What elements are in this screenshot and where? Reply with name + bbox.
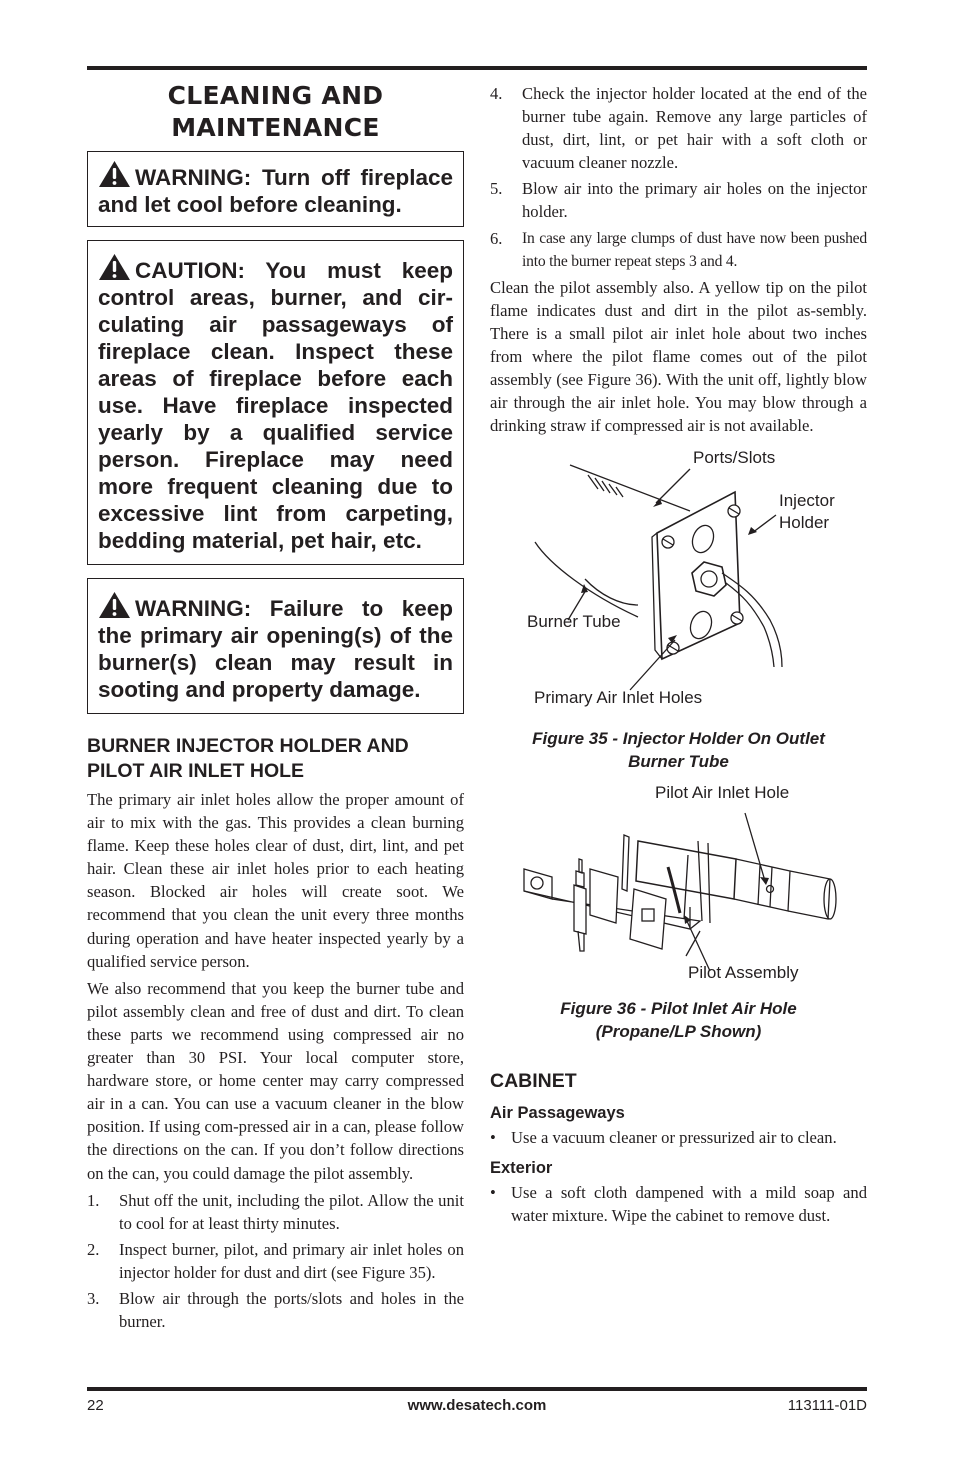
step-item xyxy=(490,82,867,174)
list-item xyxy=(490,1126,867,1149)
exterior-list xyxy=(490,1181,867,1227)
figure-36-caption-line-1: Figure 36 - Pilot Inlet Air Hole xyxy=(560,999,797,1019)
step-number: 3. xyxy=(87,1288,100,1308)
warning-triangle-icon xyxy=(98,253,131,281)
step-text: Inspect burner, pilot, and primary air inlet holes on injector holder for dust and dirt (see Figure 35). xyxy=(119,1239,464,1282)
label-injector-holder-line-1: Injector xyxy=(779,491,835,511)
step-number: 1. xyxy=(87,1190,100,1210)
caution-box xyxy=(87,240,464,565)
cabinet-heading: CABINET xyxy=(490,1070,577,1093)
footer-document-number: 113111-01D xyxy=(787,1397,867,1414)
steps-list-part1 xyxy=(87,1189,464,1334)
label-primary-air-inlet-holes: Primary Air Inlet Holes xyxy=(534,688,703,708)
page-title-line-2: MAINTENANCE xyxy=(171,113,380,142)
step-text: Blow air through the ports/slots and holes in the burner. xyxy=(119,1288,464,1332)
warning-triangle-icon xyxy=(98,591,131,619)
label-pilot-air-inlet-hole: Pilot Air Inlet Hole xyxy=(655,783,790,803)
figure-35-caption xyxy=(490,727,867,773)
step-item xyxy=(87,1189,464,1235)
page-number: 22 xyxy=(87,1397,104,1414)
air-passageways-heading: Air Passageways xyxy=(490,1104,625,1123)
paragraph-primary-air: The primary air inlet holes allow the proper amount of air to mix with the gas. This provides a clean burning flame. Keep these holes clear of dust, dirt, lint, and pet hair. Clean these air inlet holes prior to each heating season. Blocked air holes will create soot. We recommend that you clean the unit every three months during operation and have heater inspected yearly by a qualified service person. xyxy=(87,790,464,971)
label-burner-tube: Burner Tube xyxy=(527,612,621,632)
page-title xyxy=(87,80,464,144)
list-item xyxy=(490,1181,867,1227)
pilot-assembly-illustration xyxy=(490,781,867,991)
page-title-line-1: CLEANING AND xyxy=(167,81,384,110)
top-rule xyxy=(87,66,867,70)
bottom-rule xyxy=(87,1387,867,1391)
footer-website: www.desatech.com xyxy=(407,1397,547,1414)
left-column xyxy=(87,78,464,1336)
step-number: 5. xyxy=(490,179,503,199)
paragraph-pilot-assembly: Clean the pilot assembly also. A yellow tip on the pilot flame indicates dust and dirt in the pilot as-sembly. There is a small pilot air inlet hole about two inches from where the pilot flame comes out of the pilot assembly (see Figure 36). With the unit off, lightly blow air through the air inlet hole. You may blow through a drinking straw if compressed air is not available. xyxy=(490,277,867,436)
exterior-heading: Exterior xyxy=(490,1158,553,1177)
caution-text: CAUTION: You must keep control areas, burner, and cir-culating air passageways of fireplace clean. Inspect these areas of fireplace before each use. Have fireplace inspected yearly by a qualified service person. Fireplace may need more frequent cleaning due to excessive lint from carpeting, bedding material, pet hair, etc. xyxy=(98,258,453,553)
warning-sooting-text: WARNING: Failure to keep the primary air opening(s) of the burner(s) clean may result in sooting and property damage. xyxy=(98,596,453,702)
figure-35-caption-line-2: Burner Tube xyxy=(628,752,729,772)
step-text: In case any large clumps of dust have now been pushed into the burner repeat steps 3 and 4. xyxy=(522,229,867,270)
right-column xyxy=(490,82,867,1235)
figure-36-caption xyxy=(490,997,867,1043)
step-item xyxy=(490,227,867,273)
list-item-text: Use a soft cloth dampened with a mild soap and water mixture. Wipe the cabinet to remove dust. xyxy=(511,1182,867,1225)
steps-list-part2 xyxy=(490,82,867,273)
warning-box-sooting xyxy=(87,578,464,714)
step-item xyxy=(87,1287,464,1333)
step-text: Blow air into the primary air holes on the injector holder. xyxy=(522,179,867,222)
step-item xyxy=(87,1238,464,1284)
warning-triangle-icon xyxy=(98,160,131,188)
list-item-text: Use a vacuum cleaner or pressurized air to clean. xyxy=(511,1128,837,1148)
step-number: 2. xyxy=(87,1239,100,1259)
label-injector-holder-line-2: Holder xyxy=(779,513,830,533)
step-number: 6. xyxy=(490,228,503,248)
paragraph-compressed-air: We also recommend that you keep the burner tube and pilot assembly clean and free of dust and dirt. To clean these parts we recommend using compressed air no greater than 30 PSI. Your local computer store, hardware store, or home center may carry compressed air in a can. You can use a vacuum cleaner in the blow position. If using com-pressed air in a can, please follow the directions on the can. If you don’t follow directions on the can, you could damage the pilot assembly. xyxy=(87,978,464,1183)
step-item xyxy=(490,177,867,223)
label-pilot-assembly: Pilot Assembly xyxy=(688,963,799,983)
step-number: 4. xyxy=(490,84,503,103)
figure-35 xyxy=(490,445,867,720)
label-ports-slots: Ports/Slots xyxy=(693,448,776,468)
figure-36-caption-line-2: (Propane/LP Shown) xyxy=(595,1022,762,1042)
figure-36 xyxy=(490,781,867,991)
section-heading-burner-injector: BURNER INJECTOR HOLDER AND PILOT AIR INLET HOLE xyxy=(87,735,409,782)
warning-cool-text: WARNING: Turn off fireplace and let cool before cleaning. xyxy=(98,165,453,217)
step-text: Shut off the unit, including the pilot. Allow the unit to cool for at least thirty minutes. xyxy=(119,1190,464,1233)
bullet-marker: • xyxy=(490,1182,496,1202)
bullet-marker: • xyxy=(490,1128,496,1148)
figure-35-caption-line-1: Figure 35 - Injector Holder On Outlet xyxy=(532,729,825,749)
injector-holder-illustration xyxy=(490,445,867,720)
warning-box-cool xyxy=(87,151,464,227)
air-passageways-list xyxy=(490,1126,867,1149)
step-text: Check the injector holder located at the end of the burner tube again. Remove any large particles of dust, dirt, lint, or pet hair with a soft cloth or vacuum cleaner nozzle. xyxy=(522,84,867,173)
